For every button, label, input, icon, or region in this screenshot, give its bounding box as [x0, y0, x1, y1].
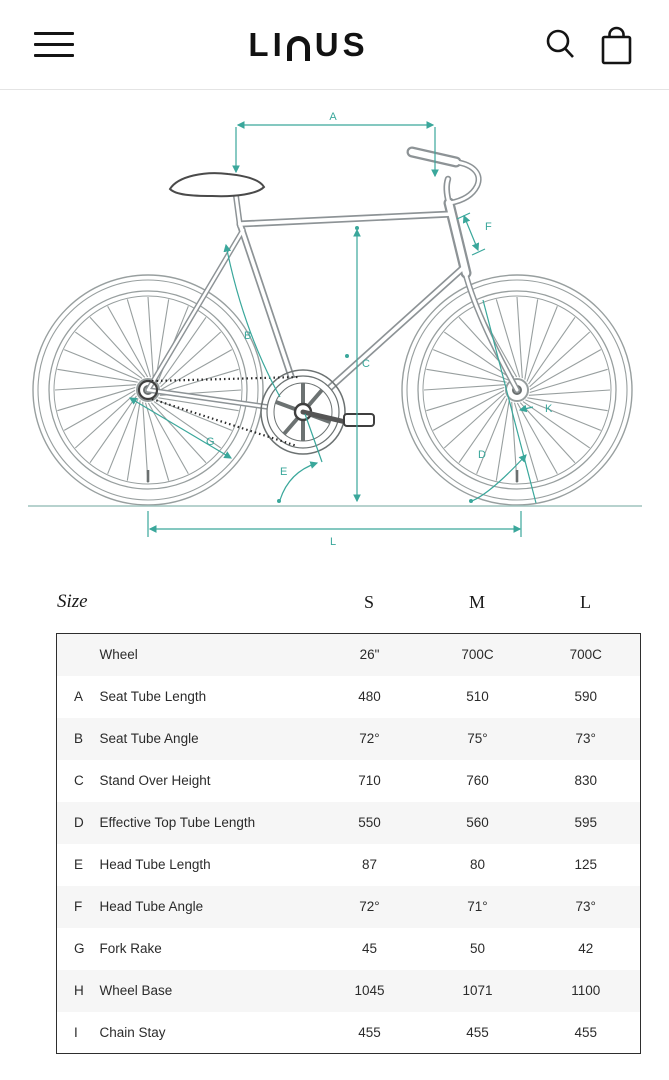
value-s: 1045 — [354, 983, 385, 998]
app-header — [0, 0, 669, 90]
value-m: 560 — [466, 815, 489, 830]
spec-name: Stand Over Height — [99, 773, 211, 788]
spec-name: Chain Stay — [99, 1024, 166, 1040]
value-s: 45 — [361, 941, 378, 956]
logo-text-suffix: US — [314, 26, 369, 63]
value-s: 72° — [359, 731, 380, 746]
value-s: 455 — [358, 1024, 381, 1040]
value-s: 26" — [359, 647, 380, 663]
logo-text-prefix: LI — [248, 26, 286, 63]
row-letter: E — [74, 857, 84, 872]
bike-diagram-svg — [0, 100, 669, 570]
column-header-l: L — [580, 591, 592, 612]
cart-button[interactable] — [595, 23, 637, 67]
value-s: 72° — [359, 899, 380, 914]
value-l: 125 — [574, 857, 598, 872]
search-icon — [543, 27, 579, 63]
menu-button[interactable] — [34, 30, 74, 60]
geometry-table — [56, 633, 641, 1054]
value-s: 480 — [358, 689, 381, 704]
column-header-m: M — [469, 591, 486, 612]
spec-name: Head Tube Angle — [99, 899, 204, 914]
spec-name: Wheel Base — [99, 983, 173, 998]
table-row-seat-tube-length — [57, 676, 641, 718]
row-letter: H — [74, 983, 84, 998]
dim-label-g: G — [206, 436, 215, 448]
value-l: 595 — [574, 815, 598, 830]
table-row-wheel-base — [57, 970, 641, 1012]
table-row-wheel — [57, 634, 641, 676]
dim-label-d: D — [478, 449, 486, 461]
row-letter: C — [74, 773, 84, 788]
value-m: 760 — [466, 773, 489, 788]
row-letter — [57, 634, 99, 676]
value-l: 700C — [569, 647, 602, 663]
value-s: 550 — [358, 815, 381, 830]
spec-name: Wheel — [99, 647, 138, 663]
column-header-s: S — [364, 591, 375, 612]
spec-name: Seat Tube Length — [99, 689, 207, 704]
value-m: 1071 — [462, 983, 493, 998]
row-letter: B — [74, 731, 84, 746]
value-m: 455 — [466, 1024, 489, 1040]
value-l: 42 — [578, 941, 594, 956]
value-m: 80 — [469, 857, 486, 872]
dim-label-b: B — [244, 330, 252, 342]
size-chart-header — [56, 586, 640, 618]
row-letter: G — [74, 941, 85, 956]
value-l: 1100 — [571, 983, 601, 998]
row-letter: D — [74, 815, 84, 830]
dim-label-k: K — [545, 403, 553, 415]
spec-name: Seat Tube Angle — [99, 731, 199, 746]
value-m: 510 — [466, 689, 489, 704]
row-letter: I — [74, 1024, 78, 1040]
table-row-head-tube-length — [57, 844, 641, 886]
spec-name: Head Tube Length — [99, 857, 211, 872]
row-letter: F — [74, 899, 83, 914]
size-chart-title: Size — [57, 591, 88, 612]
size-chart-section — [0, 586, 669, 1054]
table-row-fork-rake — [57, 928, 641, 970]
value-l: 830 — [574, 773, 598, 788]
value-l: 73° — [575, 899, 596, 914]
table-row-seat-tube-angle — [57, 718, 641, 760]
header-actions — [543, 23, 637, 67]
value-s: 710 — [358, 773, 381, 788]
value-l: 455 — [574, 1024, 598, 1040]
dim-label-a: A — [329, 111, 337, 123]
table-row-stand-over-height — [57, 760, 641, 802]
value-l: 590 — [574, 689, 598, 704]
search-button[interactable] — [543, 27, 579, 63]
value-s: 87 — [361, 857, 378, 872]
value-m: 75° — [467, 731, 488, 746]
dimension-dots — [277, 226, 473, 503]
spec-name: Fork Rake — [99, 941, 162, 956]
value-m: 71° — [467, 899, 488, 914]
dim-label-l: L — [329, 536, 337, 548]
row-letter: A — [74, 689, 84, 704]
menu-icon — [34, 32, 74, 35]
dim-label-e: E — [280, 466, 288, 478]
value-m: 700C — [461, 647, 494, 663]
value-m: 50 — [469, 941, 486, 956]
saddle — [170, 173, 264, 196]
shopping-bag-icon — [595, 23, 637, 67]
value-l: 73° — [575, 731, 596, 746]
dim-label-c: C — [362, 358, 370, 370]
table-row-head-tube-angle — [57, 886, 641, 928]
logo-n-glyph — [287, 36, 310, 61]
table-row-chain-stay — [57, 1012, 641, 1054]
geometry-diagram — [0, 100, 669, 570]
spec-name: Effective Top Tube Length — [99, 815, 256, 830]
table-row-effective-top-tube — [57, 802, 641, 844]
dim-label-f: F — [485, 221, 492, 233]
brand-logo[interactable] — [248, 28, 368, 61]
